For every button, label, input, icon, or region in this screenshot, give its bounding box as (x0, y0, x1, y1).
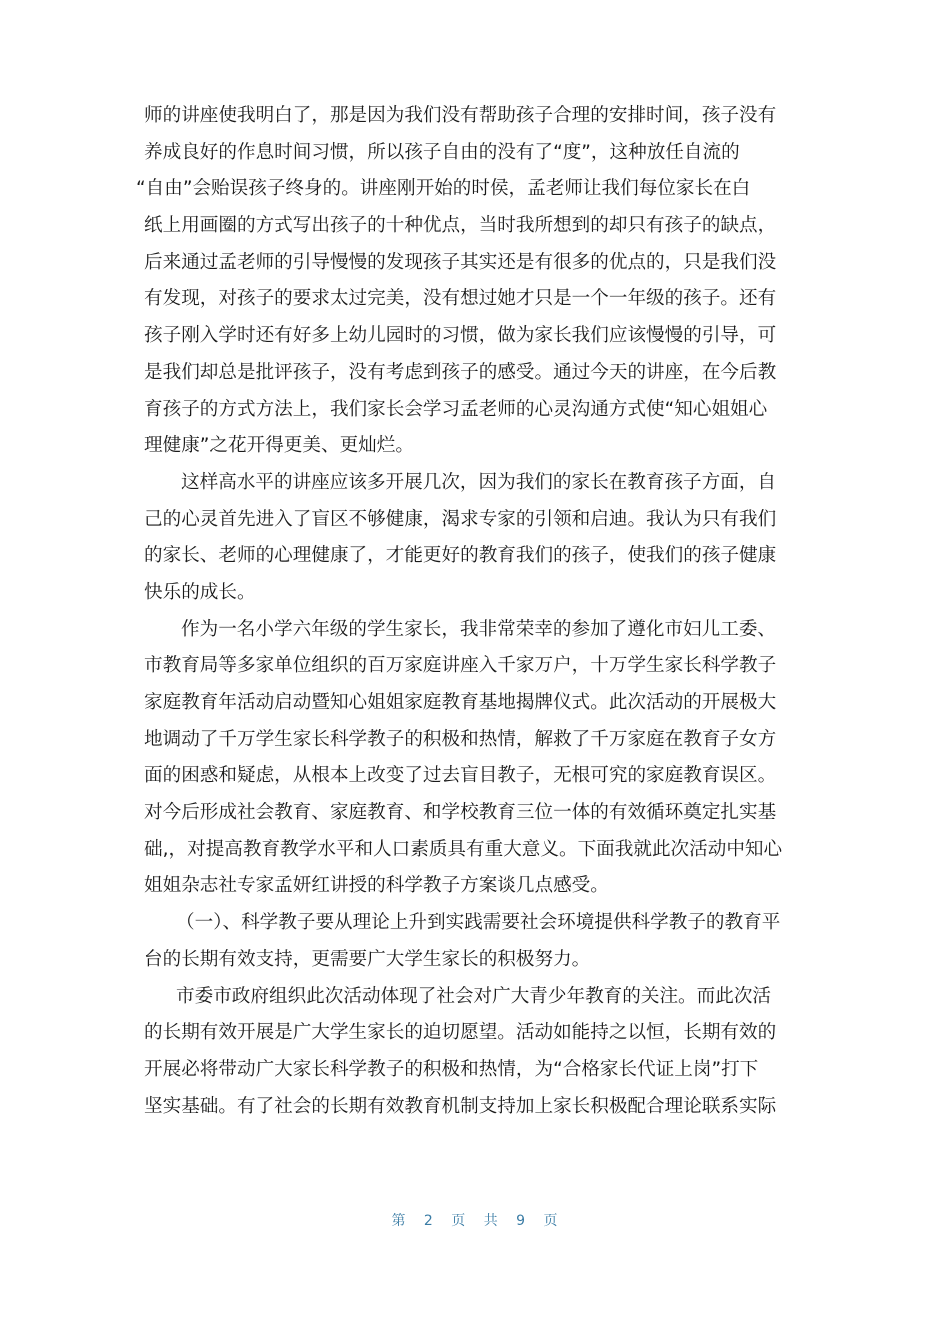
text-line: 的家长、老师的心理健康了，才能更好的教育我们的孩子，使我们的孩子健康 (144, 545, 777, 567)
text-line: 家庭教育年活动启动暨知心姐姐家庭教育基地揭牌仪式。此次活动的开展极大 (144, 692, 777, 713)
paragraph-first-line: 市委市政府组织此次活动体现了社会对广大青少年教育的关注。而此次活 (176, 985, 772, 1007)
text-line: 有发现，对孩子的要求太过完美，没有想过她才只是一个一年级的孩子。还有 (144, 288, 777, 310)
section-heading-line: （一）、科学教子要从理论上升到实践需要社会环境提供科学教子的教育平 (176, 912, 781, 934)
text-line: 地调动了千万学生家长科学教子的积极和热情，解救了千万家庭在教育子女方 (144, 728, 777, 750)
text-line: “自由”会贻误孩子终身的。讲座刚开始的时侯，孟老师让我们每位家长在白 (136, 178, 751, 200)
text-line: 台的长期有效支持，更需要广大学生家长的积极努力。 (144, 948, 591, 970)
text-line: 坚实基础。有了社会的长期有效教育机制支持加上家长积极配合理论联系实际 (144, 1095, 777, 1117)
text-line: 快乐的成长。 (144, 581, 256, 603)
text-line: 师的讲座使我明白了，那是因为我们没有帮助孩子合理的安排时间，孩子没有 (144, 105, 777, 126)
text-line: 后来通过孟老师的引导慢慢的发现孩子其实还是有很多的优点的，只是我们没 (144, 251, 777, 273)
text-line: 育孩子的方式方法上，我们家长会学习孟老师的心灵沟通方式使“知心姐姐心 (144, 398, 768, 420)
text-line: 是我们却总是批评孩子，没有考虑到孩子的感受。通过今天的讲座，在今后教 (144, 361, 777, 383)
text-line: 姐姐杂志社专家孟妍红讲授的科学教子方案谈几点感受。 (144, 875, 609, 897)
text-line: 面的困惑和疑虑，从根本上改变了过去盲目教子，无根可究的家庭教育误区。 (144, 765, 777, 787)
text-line: 己的心灵首先进入了盲区不够健康，渴求专家的引领和启迪。我认为只有我们 (144, 508, 777, 530)
text-line: 市教育局等多家单位组织的百万家庭讲座入千家万户，十万学生家长科学教子 (144, 655, 777, 677)
paragraph-first-line: 作为一名小学六年级的学生家长，我非常荣幸的参加了遵化市妇儿工委、 (181, 618, 777, 640)
text-line: 对今后形成社会教育、家庭教育、和学校教育三位一体的有效循环奠定扎实基 (144, 802, 777, 824)
text-line: 孩子刚入学时还有好多上幼儿园时的习惯，做为家长我们应该慢慢的引导，可 (144, 325, 777, 347)
page-number-footer: 第 2 页 共 9 页 (391, 1213, 559, 1229)
text-line: 的长期有效开展是广大学生家长的迫切愿望。活动如能持之以恒，长期有效的 (144, 1022, 777, 1044)
paragraph-first-line: 这样高水平的讲座应该多开展几次，因为我们的家长在教育孩子方面，自 (181, 471, 777, 493)
text-line: 开展必将带动广大家长科学教子的积极和热情，为“合格家长代证上岗”打下 (144, 1058, 759, 1080)
text-line: 础,，对提高教育教学水平和人口素质具有重大意义。下面我就此次活动中知心 (144, 838, 783, 860)
text-line: 纸上用画圈的方式写出孩子的十种优点，当时我所想到的却只有孩子的缺点， (144, 215, 777, 237)
text-line: 养成良好的作息时间习惯，所以孩子自由的没有了“度”，这种放任自流的 (144, 141, 740, 163)
body-text (136, 98, 810, 1125)
text-line: 理健康”之花开得更美、更灿烂。 (144, 435, 414, 457)
